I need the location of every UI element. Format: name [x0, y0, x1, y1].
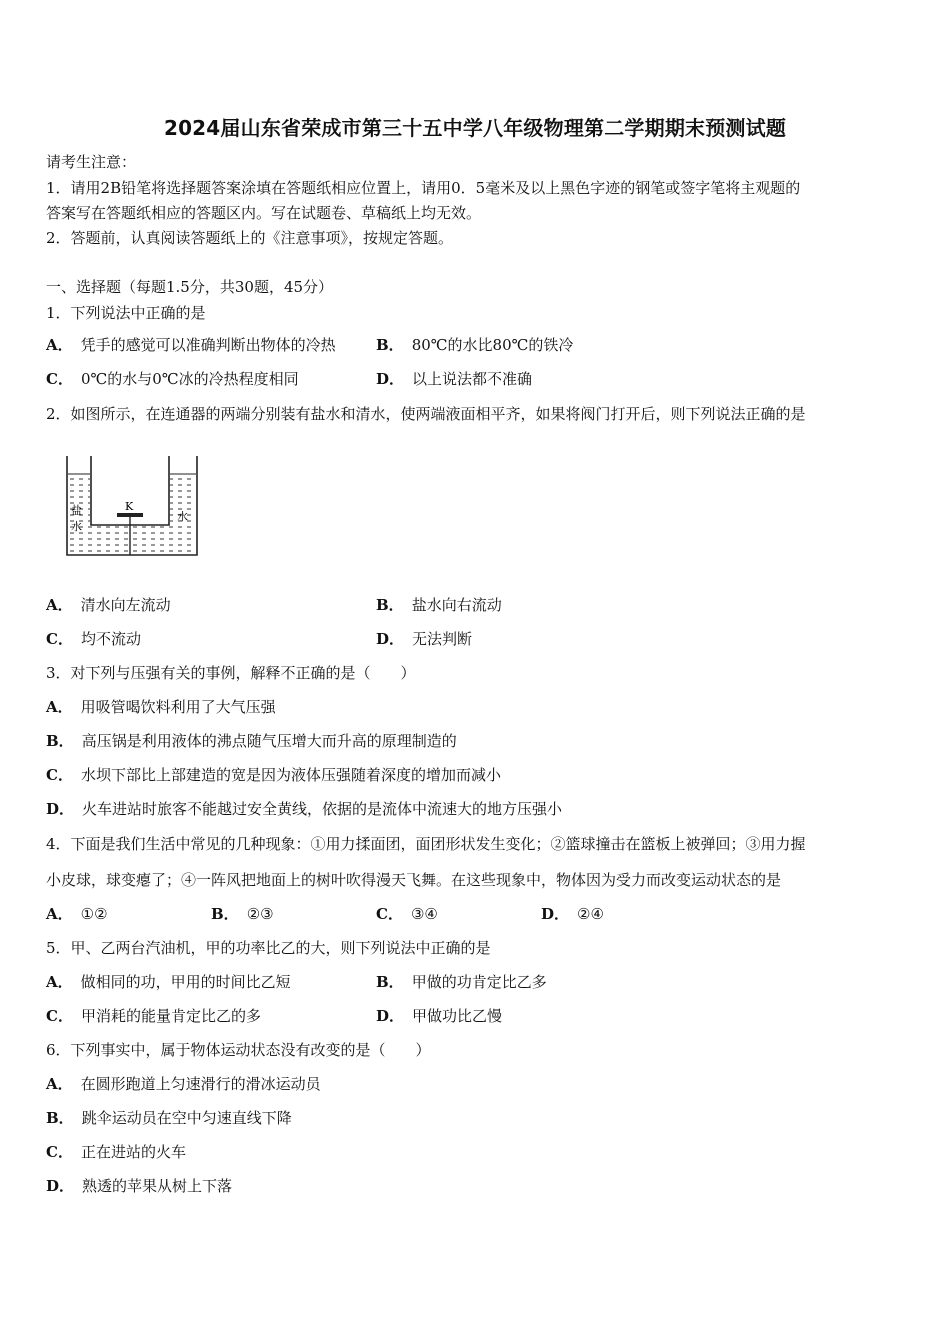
- option-key: D．: [376, 370, 405, 388]
- q3-option-c: [46, 765, 501, 785]
- option-key: D．: [46, 800, 75, 818]
- section-heading: 一、选择题（每题1.5分，共30题，45分）: [46, 278, 334, 296]
- q1-option-a: [46, 335, 336, 355]
- q4-option-b: [211, 904, 274, 924]
- notice-line-1a: 1．请用2B铅笔将选择题答案涂填在答题纸相应位置上，请用0．5毫米及以上黑色字迹的钢笔或签字笔将主观题的: [46, 179, 801, 197]
- question-6-stem: 6．下列事实中，属于物体运动状态没有改变的是（ ）: [46, 1041, 431, 1059]
- option-key: B．: [376, 336, 404, 354]
- notice-line-2: 2．答题前，认真阅读答题纸上的《注意事项》，按规定答题。: [46, 229, 454, 247]
- option-key: C．: [46, 1143, 73, 1161]
- notice-heading: 请考生注意：: [46, 153, 137, 171]
- option-text: 清水向左流动: [80, 596, 171, 614]
- option-key: A．: [46, 698, 73, 716]
- option-text: 均不流动: [80, 630, 141, 648]
- q3-option-b: [46, 731, 457, 751]
- q5-option-d: [376, 1006, 502, 1026]
- question-3-stem: 3．对下列与压强有关的事例，解释不正确的是（ ）: [46, 664, 416, 682]
- option-text: 0℃的水与0℃冰的冷热程度相同: [80, 370, 299, 388]
- connected-vessel-figure: [60, 452, 210, 562]
- option-key: A．: [46, 596, 73, 614]
- option-text: ②④: [577, 905, 604, 923]
- option-key: C．: [46, 766, 73, 784]
- salt-water-label-2: 水: [71, 520, 82, 533]
- option-key: C．: [46, 630, 73, 648]
- valve-label: K: [125, 500, 134, 513]
- option-key: A．: [46, 1075, 73, 1093]
- q3-option-d: [46, 799, 562, 819]
- q2-option-c: [46, 629, 141, 649]
- option-key: B．: [46, 732, 74, 750]
- page-title: 2024届山东省荣成市第三十五中学八年级物理第二学期期末预测试题: [163, 116, 787, 140]
- option-text: 在圆形跑道上匀速滑行的滑冰运动员: [80, 1075, 321, 1093]
- q6-option-a: [46, 1074, 321, 1094]
- option-text: 跳伞运动员在空中匀速直线下降: [81, 1109, 292, 1127]
- option-text: 正在进站的火车: [80, 1143, 186, 1161]
- fresh-water-label: 水: [177, 510, 188, 523]
- option-key: A．: [46, 973, 73, 991]
- option-text: 熟透的苹果从树上下落: [82, 1177, 233, 1195]
- q1-option-c: [46, 369, 299, 389]
- option-text: 凭手的感觉可以准确判断出物体的冷热: [80, 336, 336, 354]
- q4-option-c: [376, 904, 438, 924]
- option-text: 以上说法都不准确: [412, 370, 533, 388]
- option-key: D．: [376, 1007, 405, 1025]
- salt-water-label-1: 盐: [71, 504, 82, 517]
- option-key: D．: [46, 1177, 75, 1195]
- option-text: 无法判断: [412, 630, 473, 648]
- option-text: 甲消耗的能量肯定比乙的多: [80, 1007, 261, 1025]
- option-text: ①②: [80, 905, 108, 923]
- q2-option-d: [376, 629, 472, 649]
- q2-option-a: [46, 595, 171, 615]
- option-text: ③④: [410, 905, 438, 923]
- option-text: 做相同的功，甲用的时间比乙短: [80, 973, 291, 991]
- option-key: A．: [46, 336, 73, 354]
- option-text: ②③: [246, 905, 274, 923]
- q2-option-b: [376, 595, 502, 615]
- option-key: C．: [376, 905, 403, 923]
- option-text: 用吸管喝饮料利用了大气压强: [80, 698, 276, 716]
- option-key: C．: [46, 370, 73, 388]
- q3-option-a: [46, 697, 276, 717]
- option-key: A．: [46, 905, 73, 923]
- valve-handle: [117, 513, 143, 517]
- option-key: D．: [376, 630, 405, 648]
- option-key: B．: [376, 973, 404, 991]
- notice-line-1b: 答案写在答题纸相应的答题区内。写在试题卷、草稿纸上均无效。: [46, 204, 482, 222]
- option-key: B．: [211, 905, 239, 923]
- q4-option-d: [541, 904, 604, 924]
- question-4-stem-line-1: 4．下面是我们生活中常见的几种现象：①用力揉面团，面团形状发生变化；②篮球撞击在篮板上被弹回；③用力握: [46, 835, 806, 853]
- option-text: 水坝下部比上部建造的宽是因为液体压强随着深度的增加而减小: [80, 766, 501, 784]
- option-text: 甲做的功肯定比乙多: [411, 973, 547, 991]
- option-key: B．: [46, 1109, 74, 1127]
- option-text: 高压锅是利用液体的沸点随气压增大而升高的原理制造的: [81, 732, 457, 750]
- q6-option-b: [46, 1108, 292, 1128]
- q5-option-a: [46, 972, 291, 992]
- question-1-stem: 1．下列说法中正确的是: [46, 304, 206, 322]
- option-key: B．: [376, 596, 404, 614]
- q1-option-d: [376, 369, 532, 389]
- option-text: 甲做功比乙慢: [412, 1007, 503, 1025]
- option-text: 火车进站时旅客不能越过安全黄线，依据的是流体中流速大的地方压强小: [82, 800, 563, 818]
- option-text: 盐水向右流动: [411, 596, 502, 614]
- option-text: 80℃的水比80℃的铁冷: [411, 336, 574, 354]
- q1-option-b: [376, 335, 573, 355]
- q6-option-c: [46, 1142, 186, 1162]
- option-key: C．: [46, 1007, 73, 1025]
- question-2-stem: 2．如图所示，在连通器的两端分别装有盐水和清水，使两端液面相平齐，如果将阀门打开后，则下列说法正确的是: [46, 405, 806, 423]
- q5-option-c: [46, 1006, 261, 1026]
- question-4-stem-line-2: 小皮球，球变瘪了；④一阵风把地面上的树叶吹得漫天飞舞。在这些现象中，物体因为受力而改变运动状态的是: [46, 871, 782, 889]
- option-key: D．: [541, 905, 570, 923]
- question-5-stem: 5．甲、乙两台汽油机，甲的功率比乙的大，则下列说法中正确的是: [46, 939, 491, 957]
- q4-option-a: [46, 904, 108, 924]
- q5-option-b: [376, 972, 547, 992]
- q6-option-d: [46, 1176, 232, 1196]
